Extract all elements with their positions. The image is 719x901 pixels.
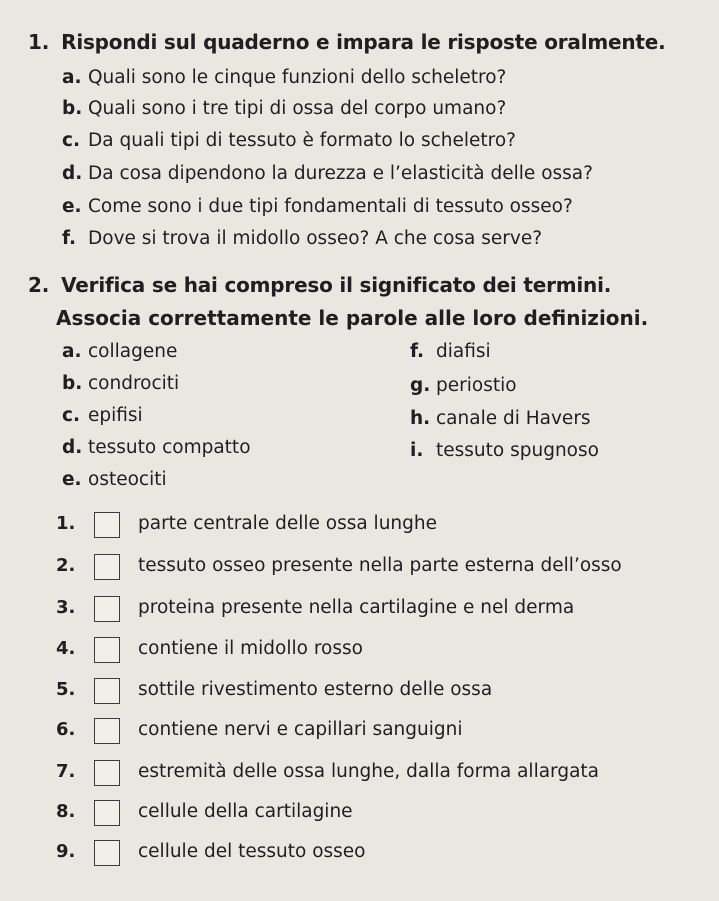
term-i: i. tessuto spugnoso (410, 440, 599, 461)
exercise-1-title (28, 30, 666, 54)
question-f: f. Dove si trova il midollo osseo? A che cosa serve? (62, 228, 543, 249)
term-d: d. tessuto compatto (62, 437, 251, 458)
exercise-2-subtitle: Associa correttamente le parole alle loro definizioni. (56, 306, 649, 330)
term-g: g. periostio (410, 375, 517, 396)
term-a: a. collagene (62, 341, 178, 362)
question-a: a. Quali sono le cinque funzioni dello scheletro? (62, 67, 507, 88)
answer-box-8[interactable] (94, 800, 120, 826)
answer-box-9[interactable] (94, 840, 120, 866)
exercise-2-number: 2. (28, 273, 50, 297)
exercise-1-number: 1. (28, 30, 50, 54)
term-e: e. osteociti (62, 469, 167, 490)
answer-box-5[interactable] (94, 678, 120, 704)
answer-box-1[interactable] (94, 512, 120, 538)
worksheet-page: 1. Rispondi sul quaderno e impara le risposte oralmente. a. Quali sono le cinque funzioni dello scheletro? b. Quali sono i tre tipi di ossa del corpo umano? c. Da quali tipi di tessuto è formato lo scheletro? d. Da cosa dipendono la durezza e l’elasticità delle ossa? e. Come sono i due tipi fondamentali di tessuto osseo? f. Dove si trova il midollo osseo? A che cosa serve? 2. Verifica se hai compreso il significato dei termini. Associa correttamente le parole alle loro definizioni. a. collagene b. condrociti c. epifisi d. tessuto compatto e. osteociti f. diafisi g. periostio h. canale di Havers i. tessuto spugnoso 1. parte centrale delle ossa lunghe 2. tessuto osseo presente nella parte esterna dell’osso 3. proteina presente nella cartilagine e nel derma 4. contiene il midollo rosso 5. sottile rivestimento esterno delle ossa 6. contiene nervi e capillari sanguigni 7. estremità delle ossa lunghe, dalla forma allargata 8. cellule della cartilagine 9. cellule del tessuto osseo (0, 0, 719, 901)
term-f: f. diafisi (410, 341, 491, 362)
answer-box-2[interactable] (94, 554, 120, 580)
question-e: e. Come sono i due tipi fondamentali di tessuto osseo? (62, 196, 573, 217)
term-h: h. canale di Havers (410, 408, 591, 429)
term-c: c. epifisi (62, 405, 143, 426)
question-c: c. Da quali tipi di tessuto è formato lo scheletro? (62, 130, 516, 151)
question-b: b. Quali sono i tre tipi di ossa del corpo umano? (62, 98, 507, 119)
term-b: b. condrociti (62, 373, 180, 394)
exercise-2-title-text: Verifica se hai compreso il significato dei termini. (61, 273, 612, 297)
answer-box-4[interactable] (94, 637, 120, 663)
answer-box-7[interactable] (94, 760, 120, 786)
exercise-1-title-text: Rispondi sul quaderno e impara le risposte oralmente. (61, 30, 666, 54)
exercise-2-title (28, 273, 611, 297)
answer-box-6[interactable] (94, 718, 120, 744)
question-d: d. Da cosa dipendono la durezza e l’elasticità delle ossa? (62, 163, 593, 184)
answer-box-3[interactable] (94, 596, 120, 622)
